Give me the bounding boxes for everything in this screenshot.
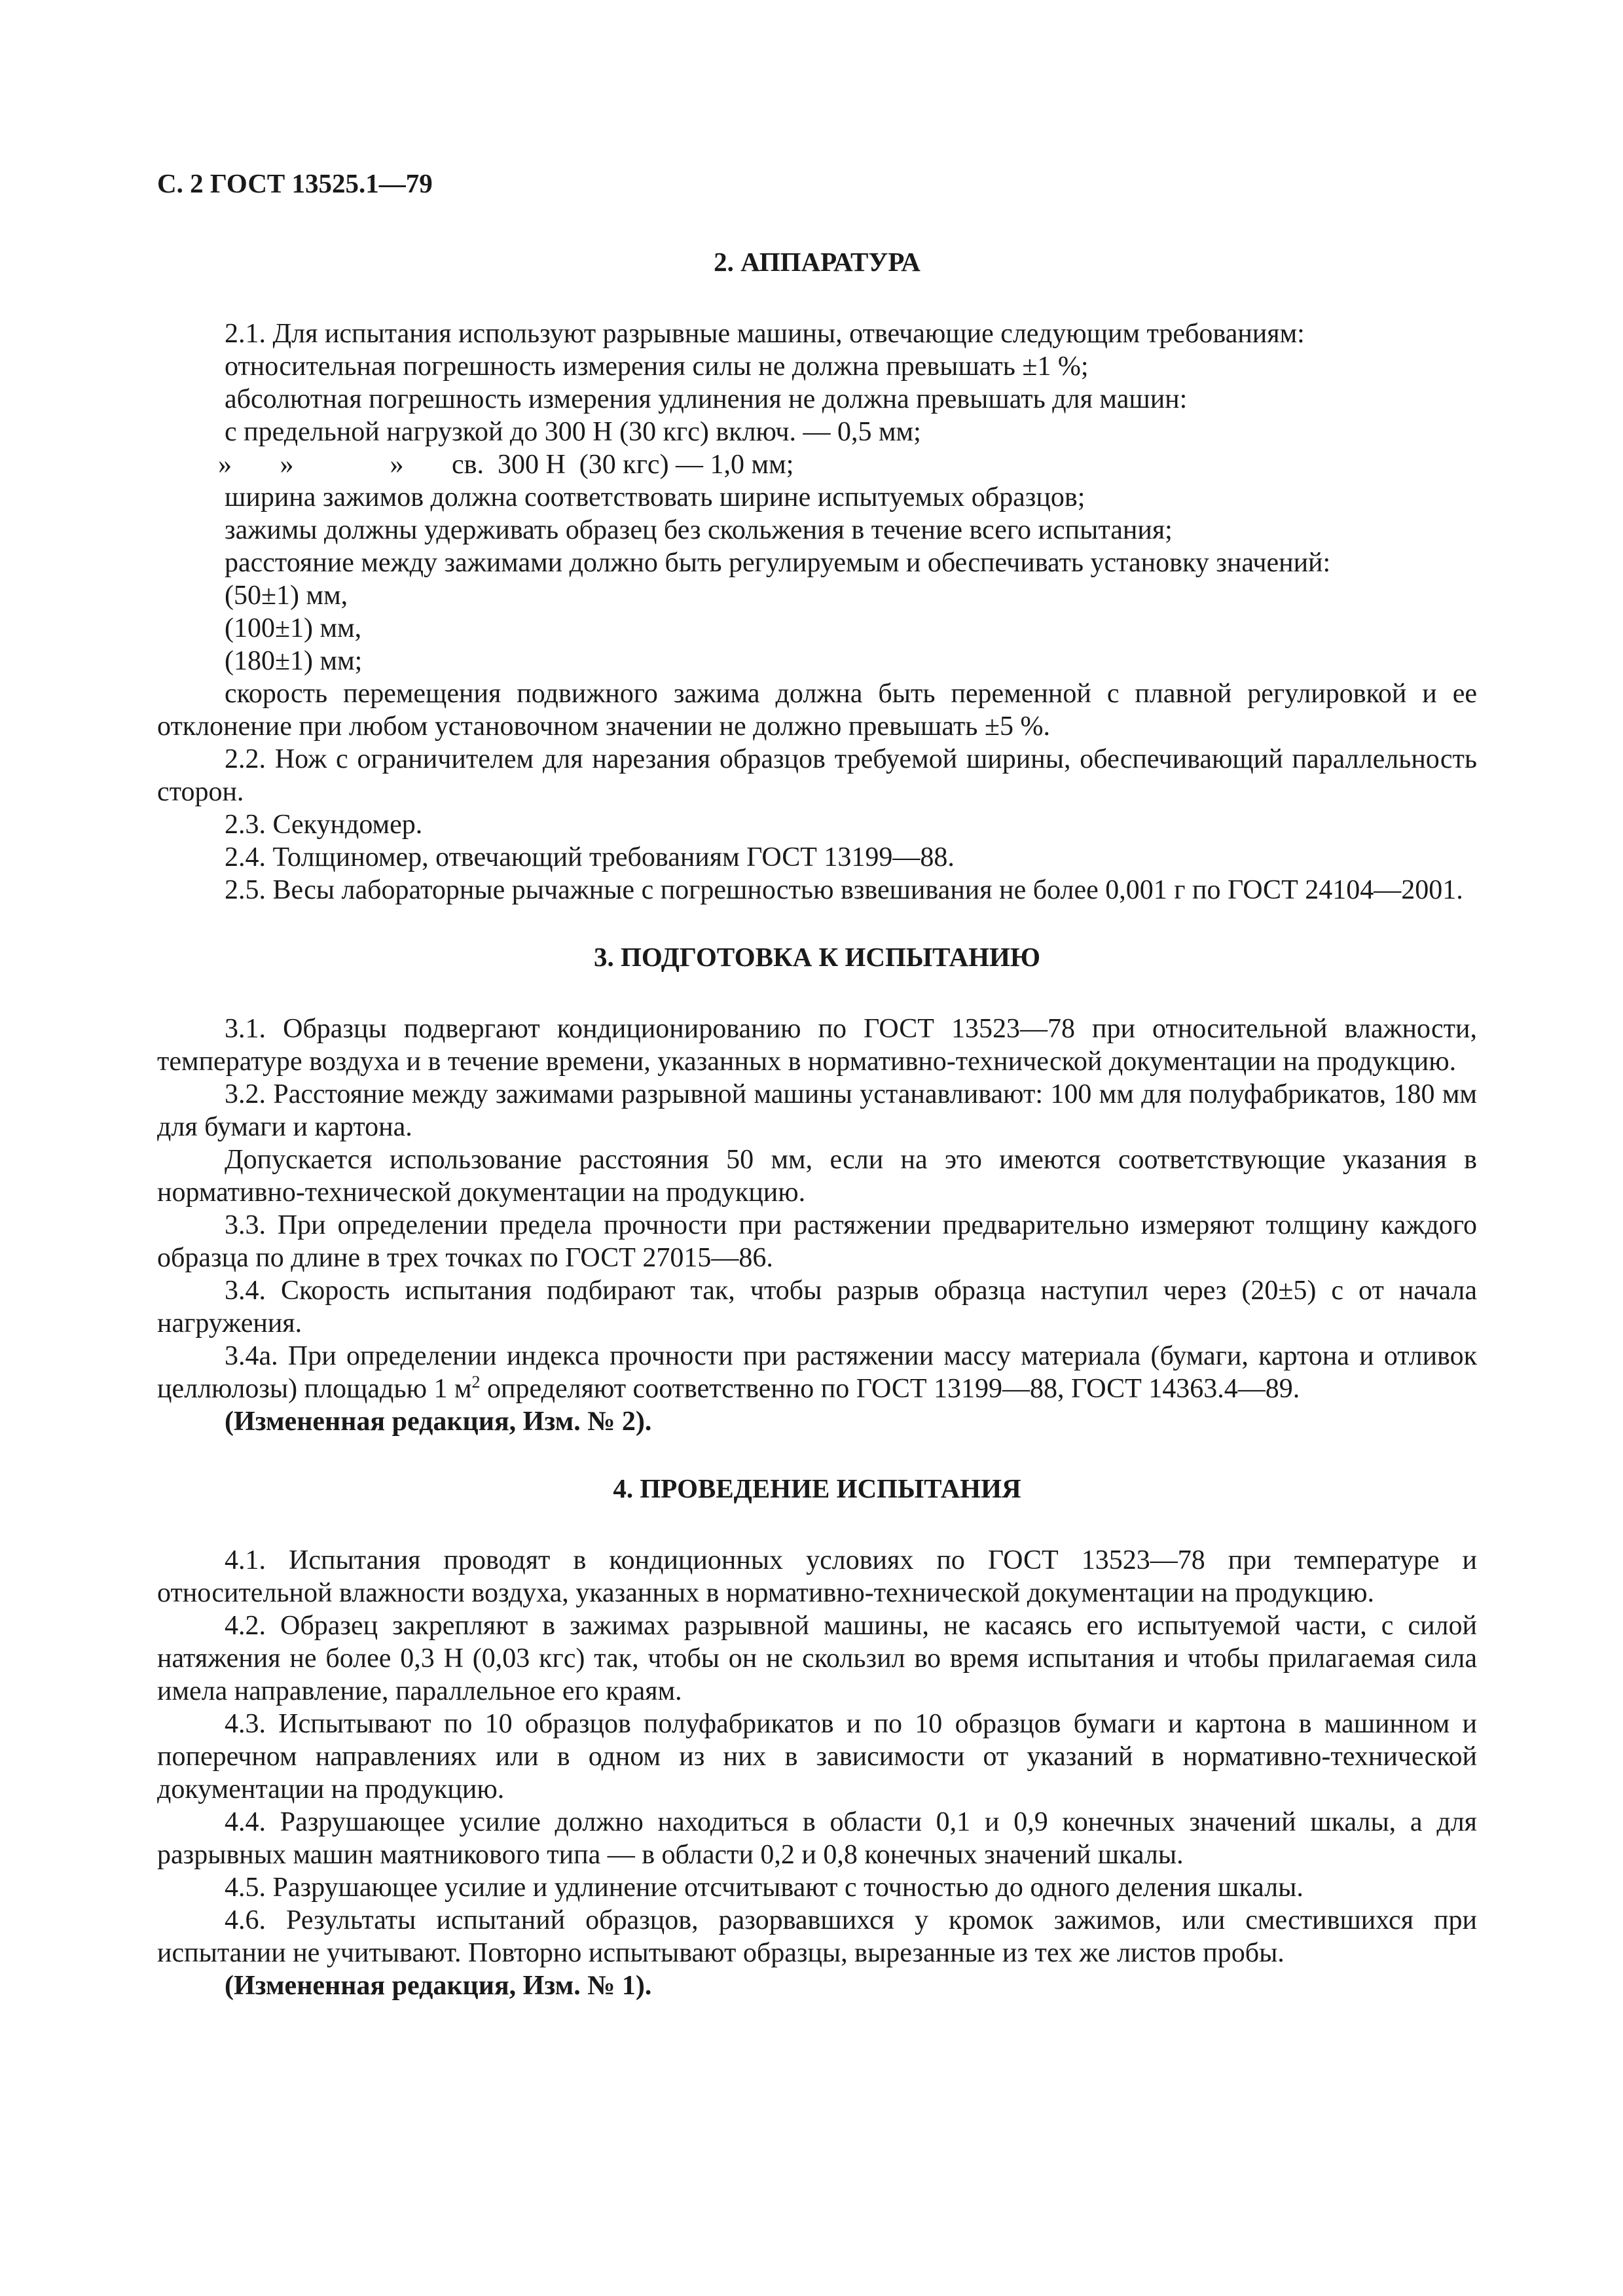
paragraph-3-4a-part1: 3.4а. При определении индекса прочности при растяжении массу материала (бумаги, картона и отливок целлюлозы) площадью 1 м xyxy=(157,1341,1477,1404)
section-preparation xyxy=(157,941,1477,1438)
paragraph-4-2: 4.2. Образец закрепляют в зажимах разрывной машины, не касаясь его испытуемой части, с силой натяжения не более 0,3 Н (0,03 кгс) так, чтобы он не скользил во время испытания и чтобы прилагаемая сила имела направление, параллельное его краям. xyxy=(157,1611,1477,1706)
document-page xyxy=(157,167,1477,2036)
paragraph-3-4a xyxy=(157,1340,1477,1405)
distance-value: (180±1) мм; xyxy=(225,646,363,676)
amendment-note: (Измененная редакция, Изм. № 1). xyxy=(225,1971,652,2001)
distance-value: (100±1) мм, xyxy=(225,613,362,643)
paragraph-3-4: 3.4. Скорость испытания подбирают так, чтобы разрыв образца наступил через (20±5) с от начала нагружения. xyxy=(157,1276,1477,1338)
paragraph-4-1: 4.1. Испытания проводят в кондиционных условиях по ГОСТ 13523—78 при температуре и относительной влажности воздуха, указанных в нормативно-технической документации на продукцию. xyxy=(157,1545,1477,1608)
paragraph-3-1: 3.1. Образцы подвергают кондиционированию по ГОСТ 13523—78 при относительной влажности, температуре воздуха и в течение времени, указанных в нормативно-технической документации на продукцию. xyxy=(157,1014,1477,1077)
paragraph-2-5: 2.5. Весы лабораторные рычажные с погрешностью взвешивания не более 0,001 г по ГОСТ 24104—2001. xyxy=(225,875,1463,905)
distance-value: (50±1) мм, xyxy=(225,581,348,611)
paragraph-3-4a-part2: определяют соответственно по ГОСТ 13199—88, ГОСТ 14363.4—89. xyxy=(480,1374,1300,1404)
paragraph-3-3: 3.3. При определении предела прочности при растяжении предварительно измеряют толщину каждого образца по длине в трех точках по ГОСТ 27015—86. xyxy=(157,1210,1477,1273)
paragraph-3-2-note: Допускается использование расстояния 50 мм, если на это имеются соответствующие указания в нормативно-технической документации на продукцию. xyxy=(157,1145,1477,1208)
requirement-line: ширина зажимов должна соответствовать ширине испытуемых образцов; xyxy=(225,482,1085,512)
requirement-line-ditto: » » » св. 300 Н (30 кгс) — 1,0 мм; xyxy=(218,450,794,480)
running-head: С. 2 ГОСТ 13525.1—79 xyxy=(157,168,433,198)
requirement-line: относительная погрешность измерения силы не должна превышать ±1 %; xyxy=(225,351,1089,382)
requirement-line: расстояние между зажимами должно быть регулируемым и обеспечивать установку значений: xyxy=(225,548,1331,578)
paragraph-2-3: 2.3. Секундомер. xyxy=(225,810,423,840)
requirement-line: с предельной нагрузкой до 300 Н (30 кгс) включ. — 0,5 мм; xyxy=(225,417,921,447)
amendment-note: (Измененная редакция, Изм. № 2). xyxy=(225,1407,652,1437)
requirement-line: зажимы должны удерживать образец без скольжения в течение всего испытания; xyxy=(225,515,1173,545)
paragraph-2-4: 2.4. Толщиномер, отвечающий требованиям ГОСТ 13199—88. xyxy=(225,842,955,872)
requirement-line: абсолютная погрешность измерения удлинения не должна превышать для машин: xyxy=(225,384,1188,414)
paragraph-3-2: 3.2. Расстояние между зажимами разрывной машины устанавливают: 100 мм для полуфабрикатов, 180 мм для бумаги и картона. xyxy=(157,1079,1477,1142)
section-title: 4. ПРОВЕДЕНИЕ ИСПЫТАНИЯ xyxy=(613,1473,1021,1503)
superscript: 2 xyxy=(471,1372,481,1391)
paragraph-speed: скорость перемещения подвижного зажима должна быть переменной с плавной регулировкой и ее отклонение при любом установочном значении не должно превышать ±5 %. xyxy=(157,679,1477,742)
paragraph-4-3: 4.3. Испытывают по 10 образцов полуфабрикатов и по 10 образцов бумаги и картона в машинном и поперечном направлениях или в одном из них в зависимости от указаний в нормативно-технической документации на продукцию. xyxy=(157,1709,1477,1804)
section-title: 3. ПОДГОТОВКА К ИСПЫТАНИЮ xyxy=(593,942,1041,972)
section-title: 2. АППАРАТУРА xyxy=(714,247,921,277)
section-testing xyxy=(157,1472,1477,2002)
paragraph-4-5: 4.5. Разрушающее усилие и удлинение отсчитывают с точностью до одного деления шкалы. xyxy=(225,1873,1304,1903)
paragraph-2-1: 2.1. Для испытания используют разрывные машины, отвечающие следующим требованиям: xyxy=(225,319,1305,349)
paragraph-2-2: 2.2. Нож с ограничителем для нарезания образцов требуемой ширины, обеспечивающий параллельность сторон. xyxy=(157,744,1477,807)
paragraph-4-6: 4.6. Результаты испытаний образцов, разорвавшихся у кромок зажимов, или сместившихся при испытании не учитывают. Повторно испытывают образцы, вырезанные из тех же листов пробы. xyxy=(157,1905,1477,1968)
paragraph-4-4: 4.4. Разрушающее усилие должно находиться в области 0,1 и 0,9 конечных значений шкалы, а для разрывных машин маятникового типа — в области 0,2 и 0,8 конечных значений шкалы. xyxy=(157,1807,1477,1870)
section-apparatus xyxy=(157,245,1477,906)
